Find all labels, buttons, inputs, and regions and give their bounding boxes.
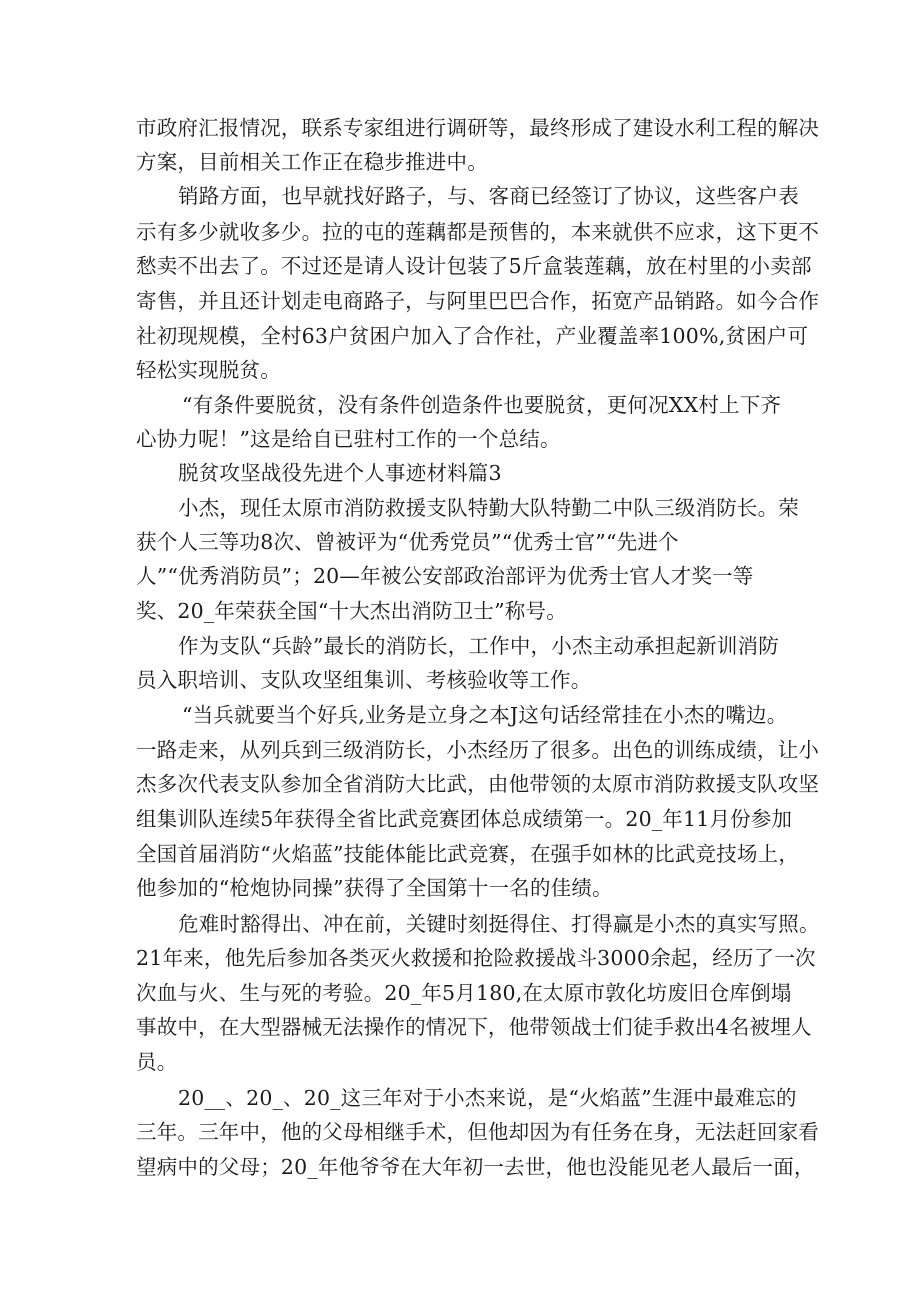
text-line: 销路方面，也早就找好路子，与、客商已经签订了协议，这些客户表 xyxy=(178,184,799,208)
text-line: 危难时豁得出、冲在前，关键时刻挺得住、打得赢是小杰的真实写照。 xyxy=(178,912,820,936)
text-line: 次血与火、生与死的考验。20_年5月180,在太原市敦化坊废旧仓库倒塌 xyxy=(136,981,792,1005)
text-line: 获个人三等功8次、曾被评为“优秀党员”“优秀士官”“先进个 xyxy=(136,530,679,554)
text-line: “有条件要脱贫，没有条件创造条件也要脱贫，更何况XX村上下齐 xyxy=(182,393,782,417)
text-line: 全国首届消防“火焰蓝”技能体能比武竞赛，在强手如林的比武竞技场上， xyxy=(136,842,800,866)
text-line: 他参加的“枪炮协同操”获得了全国第十一名的佳绩。 xyxy=(136,876,613,900)
text-line: 寄售，并且还计划走电商路子，与阿里巴巴合作，拓宽产品销路。如今合作 xyxy=(136,289,820,313)
text-line: “当兵就要当个好兵,业务是立身之本J这句话经常挂在小杰的嘴边。 xyxy=(182,703,788,727)
text-line: 社初现规模，全村63户贫困户加入了合作社，产业覆盖率100%,贫困户可 xyxy=(136,324,809,348)
text-line: 方案，目前相关工作正在稳步推进中。 xyxy=(136,150,488,174)
text-line: 市政府汇报情况，联系专家组进行调研等，最终形成了建设水利工程的解决 xyxy=(136,116,820,140)
text-line: 作为支队“兵龄”最长的消防长，工作中，小杰主动承担起新训消防 xyxy=(178,634,779,658)
text-line: 21年来，他先后参加各类灭火救援和抢险救援战斗3000余起，经历了一次 xyxy=(136,946,816,970)
text-line: 轻松实现脱贫。 xyxy=(136,358,281,382)
text-line: 望病中的父母；20_年他爷爷在大年初一去世，他也没能见老人最后一面， xyxy=(136,1155,815,1179)
text-line: 事故中，在大型器械无法操作的情况下，他带领战士们徒手救出4名被埋人 xyxy=(136,1015,812,1039)
text-line: 杰多次代表支队参加全省消防大比武，由他带领的太原市消防救援支队攻坚 xyxy=(136,772,820,796)
text-line: 员入职培训、支队攻坚组集训、考核验收等工作。 xyxy=(136,668,592,692)
text-line: 人”“优秀消防员”；20—年被公安部政治部评为优秀士官人才奖一等 xyxy=(136,564,754,588)
text-line: 20__、20_、20_这三年对于小杰来说，是“火焰蓝”生涯中最难忘的 xyxy=(178,1086,797,1110)
text-line: 三年。三年中，他的父母相继手术，但他却因为有任务在身，无法赶回家看 xyxy=(136,1120,820,1144)
text-line: 心协力呢！”这是给自已驻村工作的一个总结。 xyxy=(136,427,561,451)
section-heading: 脱贫攻坚战役先进个人事迹材料篇3 xyxy=(178,461,502,485)
text-line: 愁卖不出去了。不过还是请人设计包装了5斤盒装莲藕，放在村里的小卖部 xyxy=(136,254,812,278)
text-line: 示有多少就收多少。拉的屯的莲藕都是预售的，本来就供不应求，这下更不 xyxy=(136,220,820,244)
text-line: 小杰，现任太原市消防救援支队特勤大队特勤二中队三级消防长。荣 xyxy=(178,496,799,520)
text-line: 组集训队连续5年获得全省比武竞赛团体总成绩第一。20_年11月份参加 xyxy=(136,807,793,831)
text-line: 奖、20_年荣获全国“十大杰出消防卫士”称号。 xyxy=(136,599,567,623)
text-line: 员。 xyxy=(136,1050,178,1074)
text-line: 一路走来，从列兵到三级消防长，小杰经历了很多。出色的训练成绩，让小 xyxy=(136,738,820,762)
